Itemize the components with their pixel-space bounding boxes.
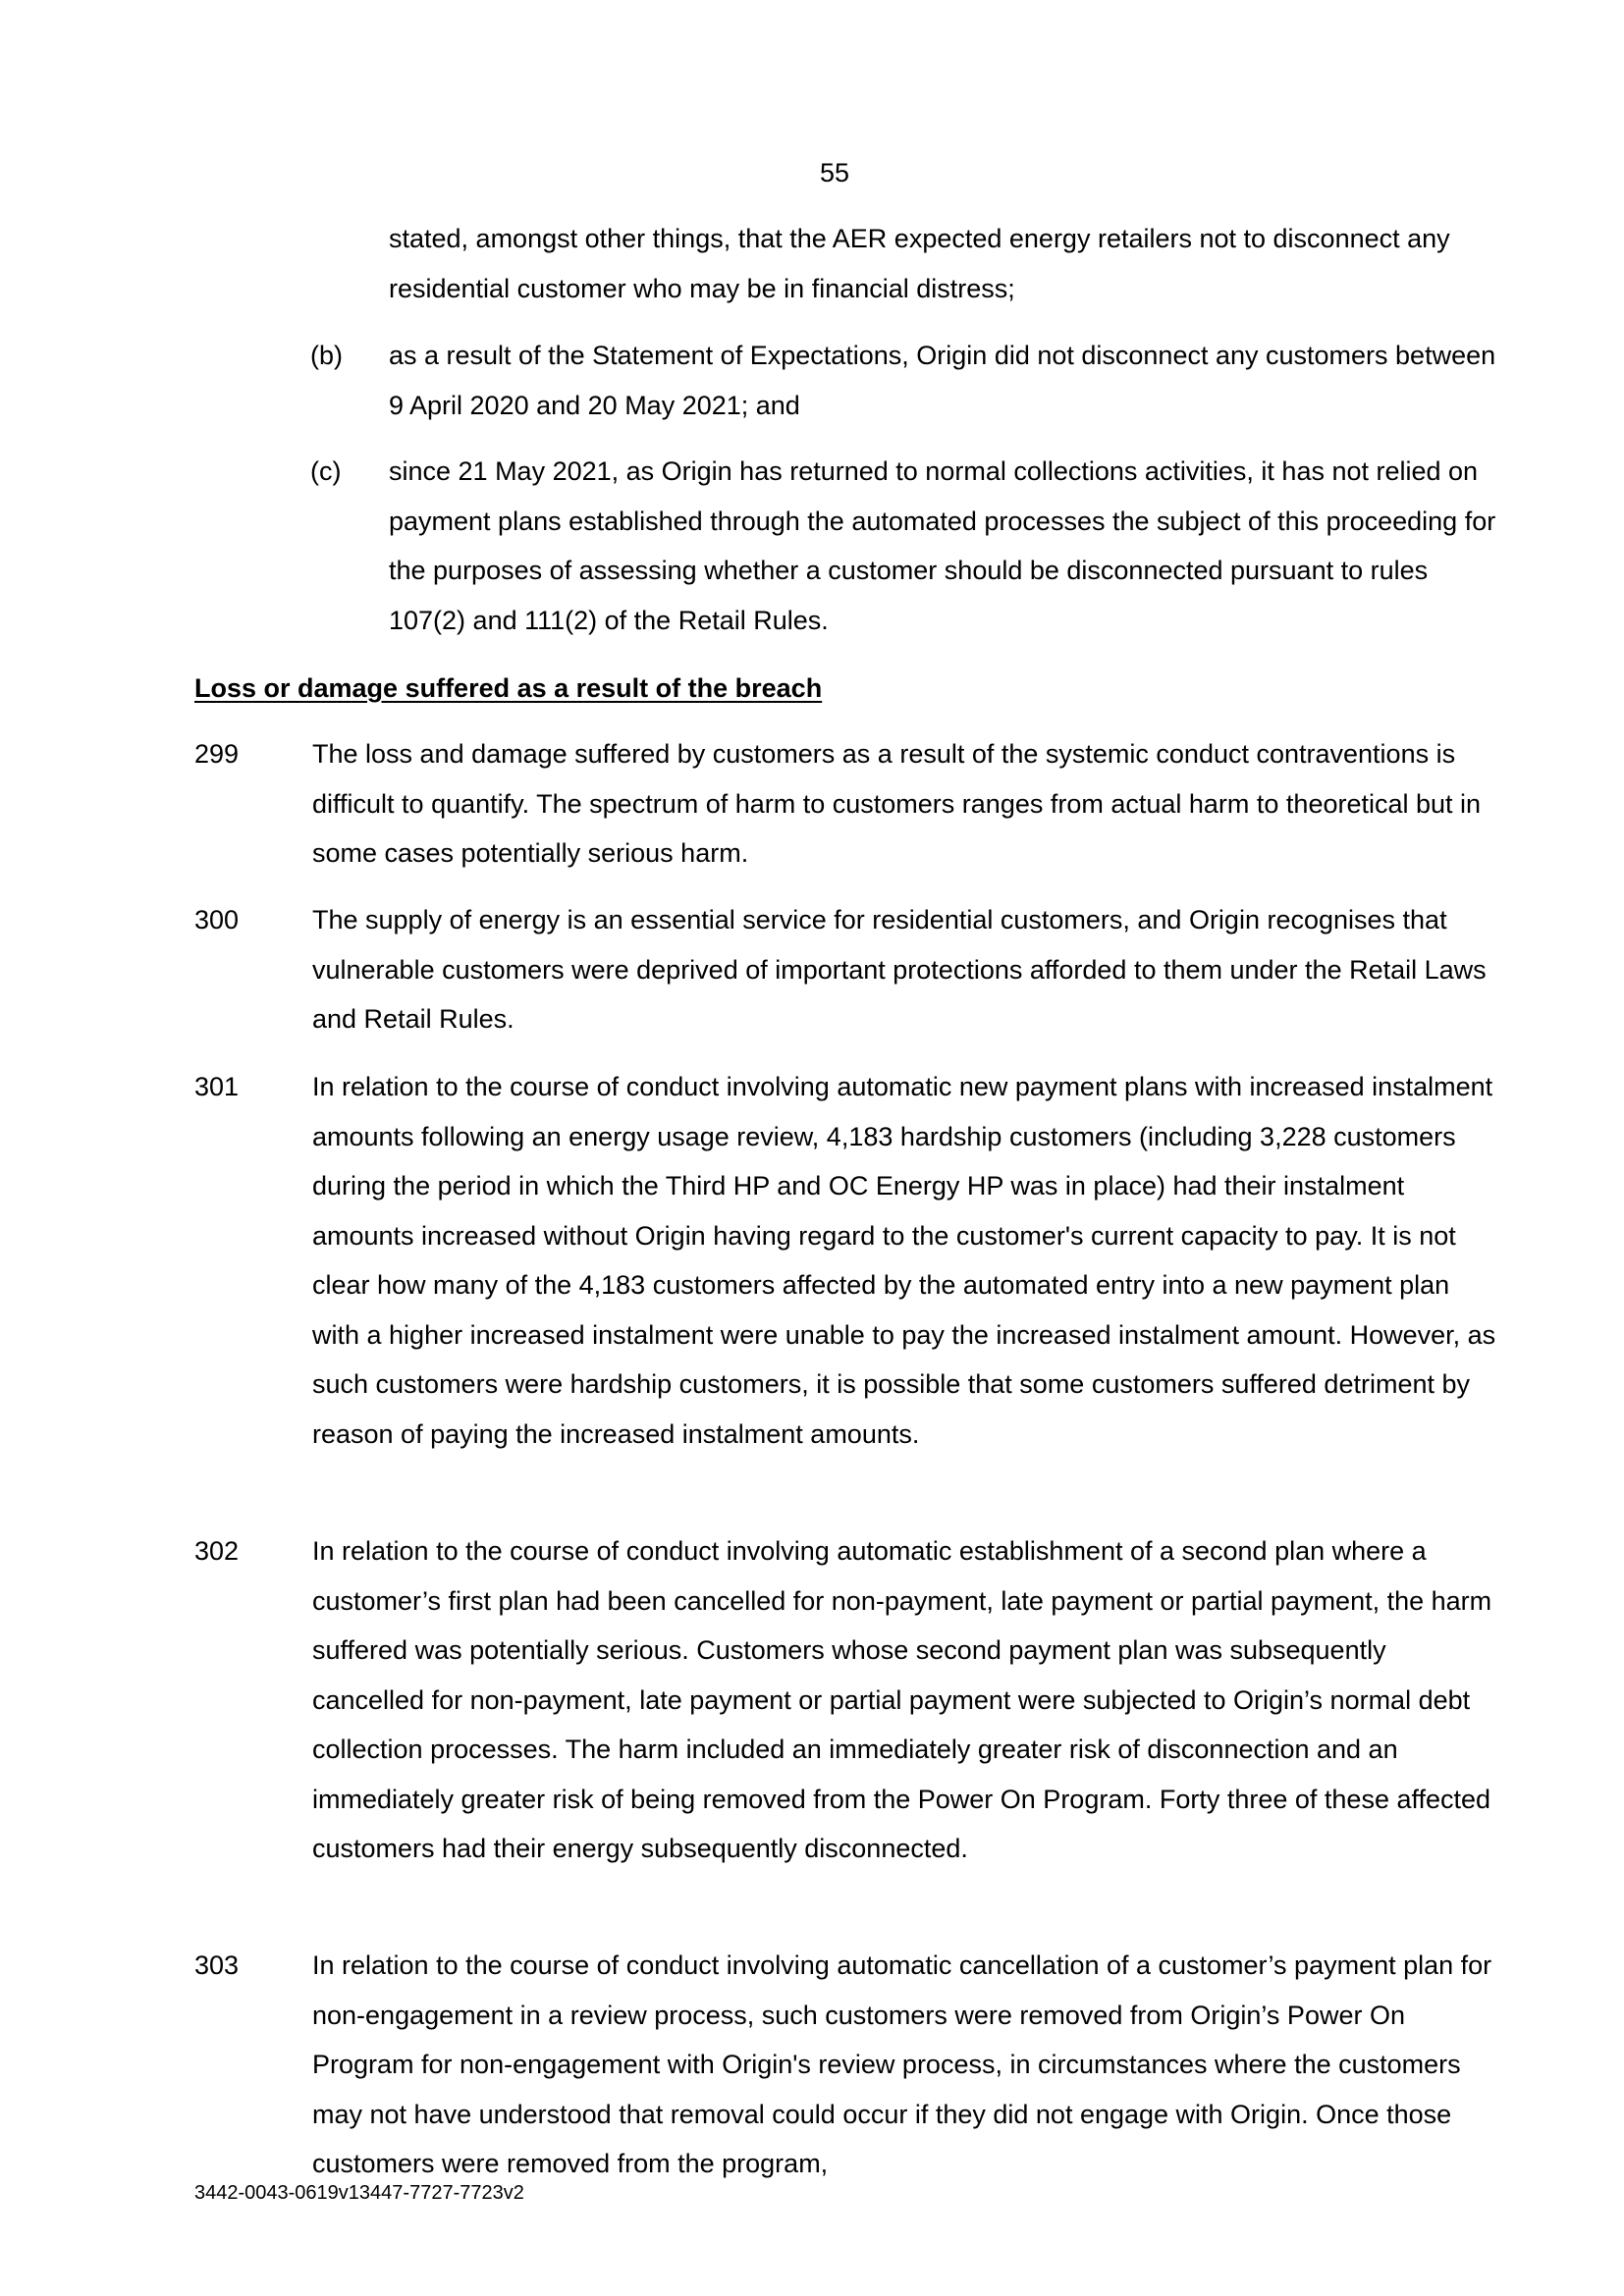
paragraph-text: In relation to the course of conduct involving automatic new payment plans with increased instalment amounts following an energy usage review, 4,183 hardship customers (including 3,228 customers during the period in which the Third HP and OC Energy HP was in place) had their instalment amounts increased without Origin having regard to the customer's current capacity to pay. It is not clear how many of the 4,183 customers affected by the automated entry into a new payment plan with a higher increased instalment were unable to pay the increased instalment amount. However, as such customers were hardship customers, it is possible that some customers suffered detriment by reason of paying the increased instalment amounts. [312,1072,1496,1449]
section-heading: Loss or damage suffered as a result of the breach [194,673,823,703]
sub-item-label: (b) [310,341,343,370]
document-reference-footer: 3442-0043-0619v13447-7727-7723v2 [194,2182,524,2204]
page-number: 55 [819,158,850,187]
paragraph-number: 302 [194,1536,240,1566]
paragraph-number: 301 [194,1072,240,1101]
paragraph-number: 299 [194,739,240,769]
sub-item-label: (c) [310,456,342,486]
continuation-text: stated, amongst other things, that the AER expected energy retailers not to disconnect any residential customer who may be in financial distress; [389,224,1450,303]
paragraph-text: In relation to the course of conduct involving automatic establishment of a second plan where a customer’s first plan had been cancelled for non-payment, late payment or partial payment, the harm suffered was potentially serious. Customers whose second payment plan was subsequently cancelled for non-payment, late payment or partial payment were subjected to Origin’s normal debt collection processes. The harm included an immediately greater risk of disconnection and an immediately greater risk of being removed from the Power On Program. Forty three of these affected customers had their energy subsequently disconnected. [312,1536,1492,1863]
sub-item-text: as a result of the Statement of Expectations, Origin did not disconnect any customers between 9 April 2020 and 20 May 2021; and [389,341,1496,420]
paragraph-text: In relation to the course of conduct involving automatic cancellation of a customer’s payment plan for non-engagement in a review process, such customers were removed from Origin’s Power On Program for non-engagement with Origin's review process, in circumstances where the customers may not have understood that removal could occur if they did not engage with Origin. Once those customers were removed from the program, [312,1950,1492,2178]
paragraph-number: 303 [194,1950,240,1980]
paragraph-text: The loss and damage suffered by customers as a result of the systemic conduct contraventions is difficult to quantify. The spectrum of harm to customers ranges from actual harm to theoretical but in some cases potentially serious harm. [312,739,1482,868]
sub-item-text: since 21 May 2021, as Origin has returned to normal collections activities, it has not relied on payment plans established through the automated processes the subject of this proceeding for the purposes of assessing whether a customer should be disconnected pursuant to rules 107(2) and 111(2) of the Retail Rules. [389,456,1496,635]
paragraph-number: 300 [194,905,240,934]
paragraph-text: The supply of energy is an essential service for residential customers, and Origin recognises that vulnerable customers were deprived of important protections afforded to them under the Retail Laws and Retail Rules. [312,905,1487,1034]
